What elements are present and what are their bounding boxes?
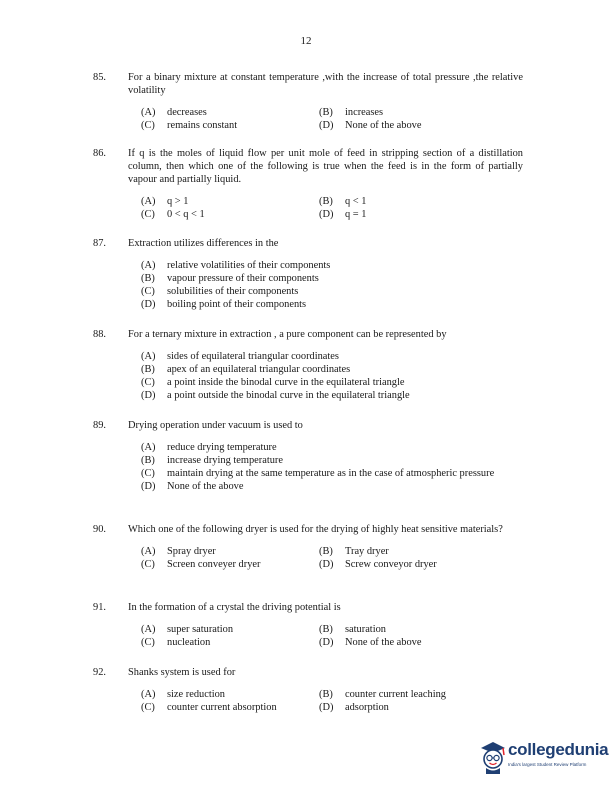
option-b: (B) counter current leaching — [319, 689, 446, 700]
question-stem: In the formation of a crystal the driving potential is — [128, 602, 341, 613]
option-d: (D) adsorption — [319, 702, 389, 713]
option-d: (D) None of the above — [141, 481, 244, 492]
question-87 — [93, 237, 523, 311]
option-c: (C) maintain drying at the same temperature as in the case of atmospheric pressure — [141, 468, 495, 479]
option-b: (B) Tray dryer — [319, 546, 389, 557]
question-number: 87. — [93, 238, 106, 249]
options — [141, 195, 523, 221]
option-a: (A) q > 1 — [141, 196, 189, 207]
question-92 — [93, 666, 523, 714]
option-b: (B) increase drying temperature — [141, 455, 283, 466]
option-a: (A) Spray dryer — [141, 546, 216, 557]
option-b: (B) increases — [319, 107, 384, 118]
question-stem: Drying operation under vacuum is used to — [128, 420, 303, 431]
option-c: (C) a point inside the binodal curve in the equilateral triangle — [141, 377, 405, 388]
option-d: (D) boiling point of their components — [141, 299, 307, 310]
question-number: 88. — [93, 329, 106, 340]
question-stem: For a binary mixture at constant temperature ,with the increase of total pressure ,the relative volatility — [128, 72, 523, 96]
options — [141, 623, 523, 649]
question-stem: For a ternary mixture in extraction , a pure component can be represented by — [128, 329, 447, 340]
option-a: (A) super saturation — [141, 624, 234, 635]
student-mascot-icon — [478, 739, 508, 775]
question-number: 85. — [93, 72, 106, 83]
option-c: (C) Screen conveyer dryer — [141, 559, 261, 570]
options — [141, 259, 523, 311]
question-88 — [93, 328, 523, 402]
option-c: (C) 0 < q < 1 — [141, 209, 205, 220]
question-91 — [93, 601, 523, 649]
brand-name: collegedunia — [508, 740, 609, 759]
question-stem: If q is the moles of liquid flow per unit mole of feed in stripping section of a distillation column, then which one of the following is true when the feed is in the form of partially vapour and partially liquid. — [128, 148, 523, 185]
options — [141, 545, 523, 571]
option-b: (B) vapour pressure of their components — [141, 273, 319, 284]
option-c: (C) remains constant — [141, 120, 238, 131]
option-b: (B) q < 1 — [319, 196, 367, 207]
question-number: 86. — [93, 148, 106, 159]
options — [141, 441, 523, 493]
options — [141, 688, 523, 714]
question-number: 90. — [93, 524, 106, 535]
option-c: (C) counter current absorption — [141, 702, 277, 713]
option-d: (D) q = 1 — [319, 209, 367, 220]
question-90 — [93, 523, 523, 571]
option-a: (A) relative volatilities of their components — [141, 260, 331, 271]
options — [141, 350, 523, 402]
option-a: (A) reduce drying temperature — [141, 442, 277, 453]
brand-tagline: India's largest Student Review Platform — [508, 762, 587, 767]
option-d: (D) a point outside the binodal curve in the equilateral triangle — [141, 390, 410, 401]
question-number: 92. — [93, 667, 106, 678]
question-stem: Shanks system is used for — [128, 667, 236, 678]
question-89 — [93, 419, 523, 493]
question-number: 91. — [93, 602, 106, 613]
collegedunia-logo — [478, 737, 609, 781]
question-stem: Extraction utilizes differences in the — [128, 238, 279, 249]
options — [141, 106, 523, 132]
option-b: (B) apex of an equilateral triangular coordinates — [141, 364, 351, 375]
option-d: (D) None of the above — [319, 637, 422, 648]
page-number: 12 — [300, 35, 312, 47]
option-c: (C) solubilities of their components — [141, 286, 299, 297]
question-stem: Which one of the following dryer is used for the drying of highly heat sensitive materials? — [128, 524, 503, 535]
option-d: (D) Screw conveyor dryer — [319, 559, 437, 570]
option-a: (A) decreases — [141, 107, 207, 118]
option-c: (C) nucleation — [141, 637, 211, 648]
question-number: 89. — [93, 420, 106, 431]
option-d: (D) None of the above — [319, 120, 422, 131]
option-b: (B) saturation — [319, 624, 386, 635]
option-a: (A) sides of equilateral triangular coordinates — [141, 351, 339, 362]
question-85 — [93, 71, 523, 132]
question-86 — [93, 147, 523, 221]
option-a: (A) size reduction — [141, 689, 225, 700]
